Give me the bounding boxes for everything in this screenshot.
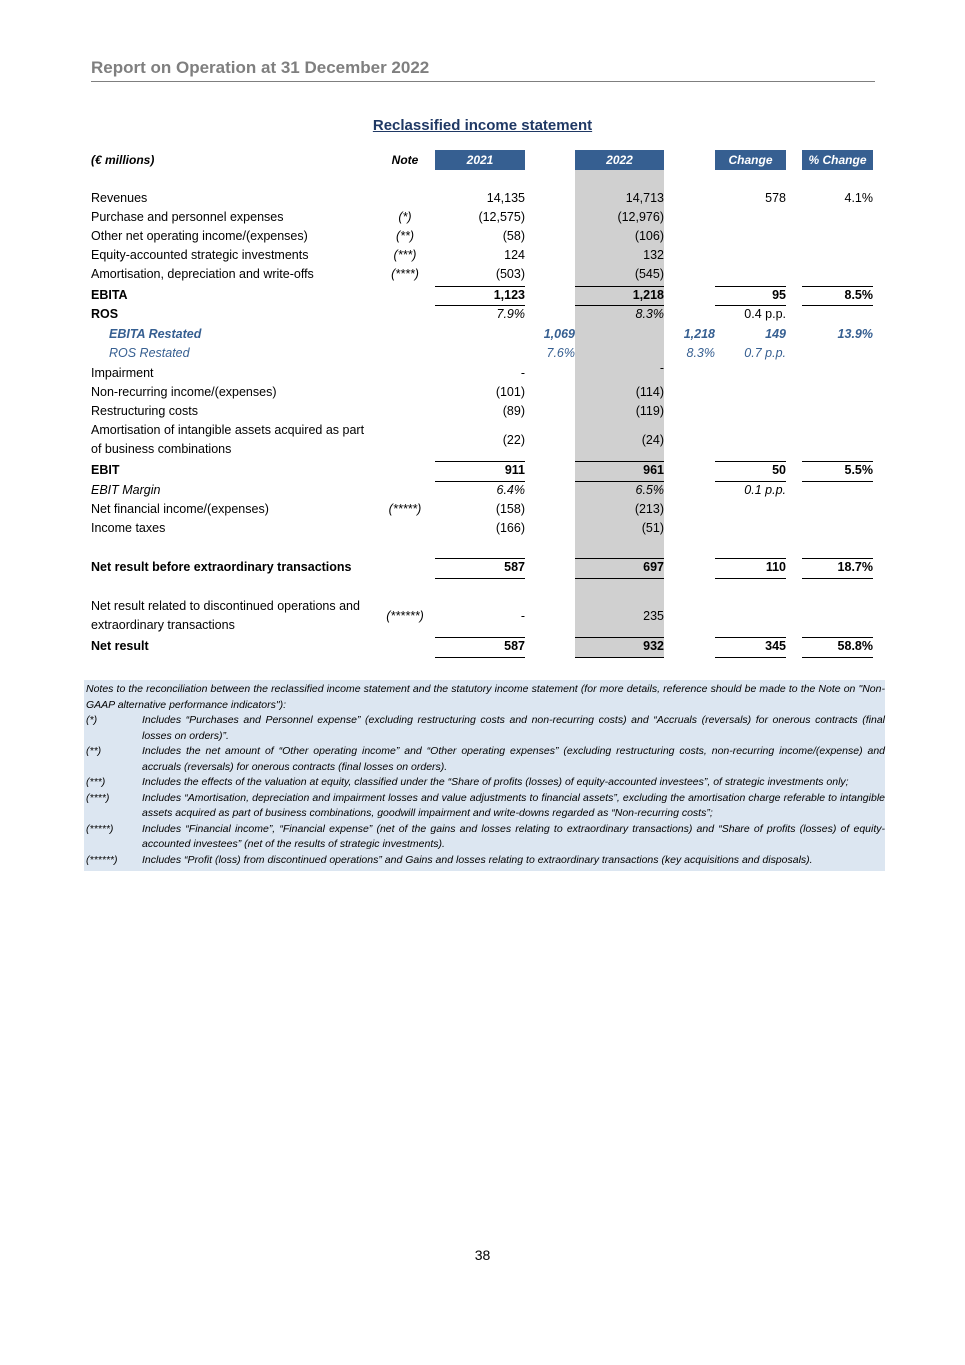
value-2021: 587	[504, 639, 525, 653]
row-label: Impairment	[91, 366, 154, 380]
rule-ebita-bottom-2021	[435, 305, 525, 306]
rule-ebit-change	[715, 461, 786, 462]
row-label: EBIT	[91, 463, 120, 477]
row-note: (***)	[393, 248, 417, 262]
rule-ebit-bottom-change	[715, 481, 786, 482]
unit-label: (€ millions)	[91, 153, 155, 167]
value-2022: 1,218	[632, 288, 664, 302]
note-item	[84, 713, 885, 744]
rule-nrbe-bottom-2021	[435, 578, 525, 579]
note-item	[84, 791, 885, 822]
value-2022: 6.5%	[635, 483, 664, 497]
column-header-pct-change: % Change	[802, 150, 873, 170]
column-header-2022: 2022	[575, 150, 664, 170]
value-2021: (503)	[495, 267, 525, 281]
value-2021: (12,575)	[478, 210, 525, 224]
rule-net-result-bottom-2021	[435, 657, 525, 658]
rule-nrbe-pct	[802, 558, 873, 559]
value-2022: (545)	[634, 267, 664, 281]
value-2021: (166)	[495, 521, 525, 535]
value-2022: 14,713	[625, 191, 664, 205]
row-note: (*)	[398, 210, 412, 224]
value-pct-change: 18.7%	[837, 560, 873, 574]
value-2021: 7.6%	[546, 346, 575, 360]
value-change: 0.4 p.p.	[744, 307, 786, 321]
value-2021: 6.4%	[496, 483, 525, 497]
value-2022: -	[659, 361, 664, 375]
note-text: Includes “Purchases and Personnel expense” (excluding restructuring costs and non-recurring costs) and “Accruals (reversals) for onerous contracts (final losses on orders)”.	[142, 714, 885, 742]
note-item	[84, 822, 885, 853]
value-2022: (213)	[634, 502, 664, 516]
value-2022: (114)	[635, 385, 664, 399]
row-label: Non-recurring income/(expenses)	[91, 385, 277, 399]
note-key: (*)	[86, 714, 98, 726]
rule-nrbe-2022	[575, 558, 664, 559]
note-text: Includes “Financial income”, “Financial expense” (net of the gains and losses relating to extraordinary transactions) and “Share of profits (losses) of equity-accounted investees” (net of the results of strategic investments).	[142, 822, 885, 850]
value-2021: 1,069	[543, 327, 575, 341]
row-label: Other net operating income/(expenses)	[91, 229, 308, 243]
value-2022: 1,218	[683, 327, 715, 341]
note-item	[84, 744, 885, 775]
row-label: Revenues	[91, 191, 148, 205]
row-note: (******)	[386, 609, 424, 623]
column-header-2021: 2021	[435, 150, 525, 170]
rule-ebita-bottom-2022	[575, 305, 664, 306]
note-text: Includes the net amount of “Other operating income” and “Other operating expenses” (excluding restructuring costs, non-recurring income/(expense) and accruals (reversals) for onerous contracts (final losses on orders).	[142, 745, 885, 773]
note-text: Includes “Amortisation, depreciation and impairment losses and value adjustments to financial assets”, excluding the amortisation charge referable to intangible assets acquired as part of business combinations, goodwill impairment and write-downs regarded as “Non-recurring costs”;	[142, 791, 885, 819]
note-key: (******)	[86, 853, 118, 866]
value-pct-change: 8.5%	[844, 288, 873, 302]
rule-ebita-2021	[435, 286, 525, 287]
rule-ebit-pct	[802, 461, 873, 462]
rule-net-result-bottom-change	[715, 657, 786, 658]
rule-net-result-2021	[435, 637, 525, 638]
value-change: 95	[772, 288, 786, 302]
row-label: Net result related to discontinued operations and extraordinary transactions	[91, 599, 360, 632]
row-label: EBITA Restated	[109, 327, 202, 341]
rule-ebita-bottom-pct	[802, 305, 873, 306]
value-2021: (89)	[502, 404, 525, 418]
value-2022: 961	[643, 463, 664, 477]
rule-net-result-2022	[575, 637, 664, 638]
note-item	[84, 853, 885, 869]
rule-net-result-bottom-2022	[575, 657, 664, 658]
value-change: 0.7 p.p.	[744, 346, 786, 360]
row-label: Net result	[91, 639, 149, 653]
value-2022: 8.3%	[686, 346, 715, 360]
reconciliation-notes	[84, 680, 885, 871]
row-label: EBIT Margin	[91, 483, 161, 497]
rule-net-result-pct	[802, 637, 873, 638]
row-label: ROS	[91, 307, 119, 321]
rule-ebit-bottom-2021	[435, 481, 525, 482]
value-2022: 235	[643, 609, 664, 623]
rule-ebita-change	[715, 286, 786, 287]
rule-nrbe-bottom-pct	[802, 578, 873, 579]
value-2021: (22)	[502, 433, 525, 447]
value-2022: 132	[643, 248, 664, 262]
value-2022: 932	[643, 639, 664, 653]
note-text: Includes the effects of the valuation at equity, classified under the “Share of profits (losses) of equity-accounted investees”, of strategic investments only;	[142, 776, 849, 788]
value-2022: (51)	[641, 521, 664, 535]
rule-nrbe-2021	[435, 558, 525, 559]
note-key: (***)	[86, 776, 106, 788]
rule-ebit-bottom-pct	[802, 481, 873, 482]
value-2021: 14,135	[486, 191, 525, 205]
value-2022: (119)	[635, 404, 664, 418]
rule-ebit-bottom-2022	[575, 481, 664, 482]
value-pct-change: 13.9%	[837, 327, 873, 341]
column-header-change: Change	[715, 150, 786, 170]
value-2022: 697	[643, 560, 664, 574]
rule-ebita-2022	[575, 286, 664, 287]
value-2022: (12,976)	[617, 210, 664, 224]
value-2021: 7.9%	[496, 307, 525, 321]
value-2021: -	[520, 609, 525, 623]
value-pct-change: 58.8%	[837, 639, 873, 653]
note-column-header: Note	[391, 153, 419, 167]
row-label: EBITA	[91, 288, 128, 302]
note-item	[84, 775, 885, 791]
note-key: (**)	[86, 745, 102, 757]
rule-nrbe-bottom-change	[715, 578, 786, 579]
row-label: Restructuring costs	[91, 404, 198, 418]
table-title: Reclassified income statement	[372, 117, 593, 134]
rule-ebit-2022	[575, 461, 664, 462]
rule-ebita-bottom-change	[715, 305, 786, 306]
row-label: Purchase and personnel expenses	[91, 210, 284, 224]
note-key: (****)	[86, 791, 110, 804]
value-change: 0.1 p.p.	[744, 483, 786, 497]
rule-ebita-pct	[802, 286, 873, 287]
value-pct-change: 4.1%	[844, 191, 873, 205]
note-text: Includes “Profit (loss) from discontinued operations” and Gains and losses relating to extraordinary transactions (key acquisitions and disposals).	[142, 853, 813, 866]
rule-net-result-change	[715, 637, 786, 638]
rule-nrbe-change	[715, 558, 786, 559]
row-note: (*****)	[388, 502, 422, 516]
page-number: 38	[474, 1247, 491, 1263]
rule-ebit-2021	[435, 461, 525, 462]
row-note: (**)	[395, 229, 415, 243]
row-label: Income taxes	[91, 521, 166, 535]
value-2021: 587	[504, 560, 525, 574]
value-2021: (58)	[502, 229, 525, 243]
value-2022: (24)	[641, 433, 664, 447]
value-change: 578	[765, 191, 786, 205]
row-note: (****)	[391, 267, 419, 281]
value-change: 345	[765, 639, 786, 653]
row-label: Amortisation, depreciation and write-offs	[91, 267, 314, 281]
row-label: Equity-accounted strategic investments	[91, 248, 309, 262]
rule-nrbe-bottom-2022	[575, 578, 664, 579]
rule-net-result-bottom-pct	[802, 657, 873, 658]
row-label: Amortisation of intangible assets acquired as part of business combinations	[91, 423, 365, 456]
value-pct-change: 5.5%	[844, 463, 873, 477]
value-2021: (101)	[495, 385, 525, 399]
page-header-title: Report on Operation at 31 December 2022	[91, 58, 875, 82]
row-label: ROS Restated	[109, 346, 190, 360]
value-2021: -	[520, 366, 525, 380]
value-change: 110	[765, 560, 786, 574]
value-2021: 911	[504, 463, 525, 477]
value-2022: 8.3%	[635, 307, 664, 321]
row-label: Net result before extraordinary transactions	[91, 560, 352, 574]
row-label: Net financial income/(expenses)	[91, 502, 269, 516]
value-2021: 124	[504, 248, 525, 262]
value-change: 149	[765, 327, 786, 341]
value-2021: 1,123	[493, 288, 525, 302]
value-change: 50	[772, 463, 786, 477]
value-2021: (158)	[495, 502, 525, 516]
value-2022: (106)	[634, 229, 664, 243]
note-key: (*****)	[86, 822, 114, 835]
notes-intro: Notes to the reconciliation between the reclassified income statement and the statutory income statement (for more details, reference should be made to the Note on "Non-GAAP alternative performance indicators"):	[86, 683, 885, 711]
